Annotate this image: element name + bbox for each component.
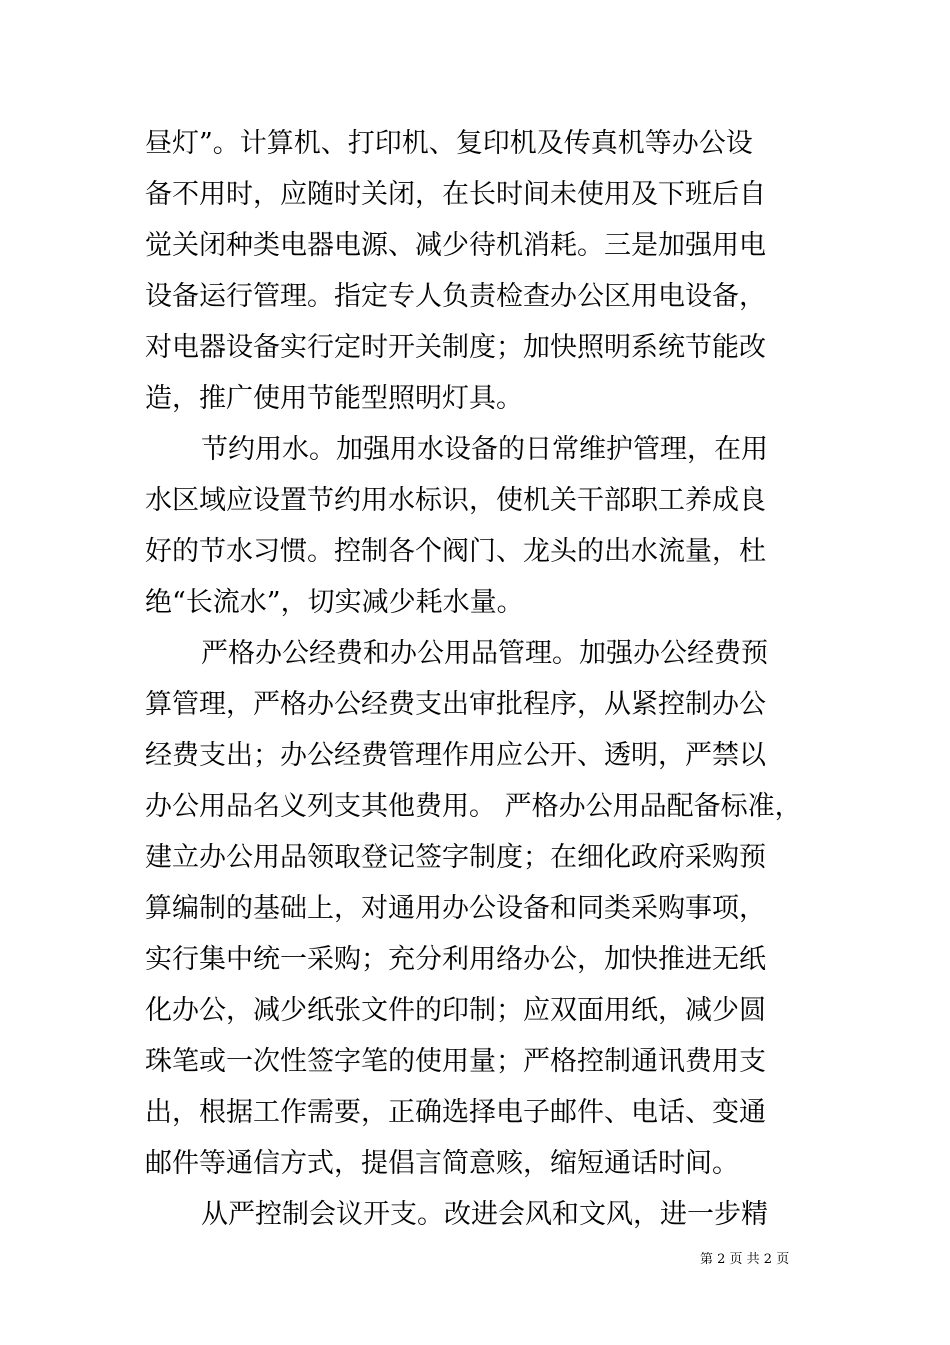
text-line: 对电器设备实行定时开关制度；加快照明系统节能改 — [145, 332, 766, 363]
text-line: 昼灯”。计算机、打印机、复印机及传真机等办公设 — [145, 128, 753, 159]
paragraph-start-line: 从严控制会议开支。改进会风和文风，进一步精 — [201, 1199, 768, 1230]
text-line: 实行集中统一采购；充分利用络办公，加快推进无纸 — [145, 944, 766, 975]
body-text — [145, 118, 845, 1240]
text-line: 觉关闭种类电器电源、减少待机消耗。三是加强用电 — [145, 230, 766, 261]
text-line: 造，推广使用节能型照明灯具。 — [145, 383, 523, 414]
text-line: 水区域应设置节约用水标识，使机关干部职工养成良 — [145, 485, 766, 516]
text-line: 设备运行管理。指定专人负责检查办公区用电设备， — [145, 281, 766, 312]
text-line: 算管理，严格办公经费支出审批程序，从紧控制办公 — [145, 689, 766, 720]
text-line: 化办公，减少纸张文件的印制；应双面用纸，减少圆 — [145, 995, 766, 1026]
page-number-footer: 第 2 页 共 2 页 — [700, 1252, 790, 1267]
paragraph-start-line: 节约用水。加强用水设备的日常维护管理，在用 — [201, 434, 768, 465]
text-line: 经费支出；办公经费管理作用应公开、透明，严禁以 — [145, 740, 766, 771]
text-line: 出，根据工作需要，正确选择电子邮件、电话、变通 — [145, 1097, 766, 1128]
text-line: 邮件等通信方式，提倡言简意赅，缩短通话时间。 — [145, 1148, 739, 1179]
text-line: 备不用时，应随时关闭，在长时间未使用及下班后自 — [145, 179, 766, 210]
text-line: 绝“长流水”，切实减少耗水量。 — [145, 587, 524, 618]
text-line: 珠笔或一次性签字笔的使用量；严格控制通讯费用支 — [145, 1046, 766, 1077]
text-line: 好的节水习惯。控制各个阀门、龙头的出水流量，杜 — [145, 536, 766, 567]
text-line: 建立办公用品领取登记签字制度；在细化政府采购预 — [145, 842, 766, 873]
text-line: 算编制的基础上，对通用办公设备和同类采购事项， — [145, 893, 766, 924]
text-line: 办公用品名义列支其他费用。 严格办公用品配备标准， — [145, 791, 802, 822]
paragraph-start-line: 严格办公经费和办公用品管理。加强办公经费预 — [201, 638, 768, 669]
